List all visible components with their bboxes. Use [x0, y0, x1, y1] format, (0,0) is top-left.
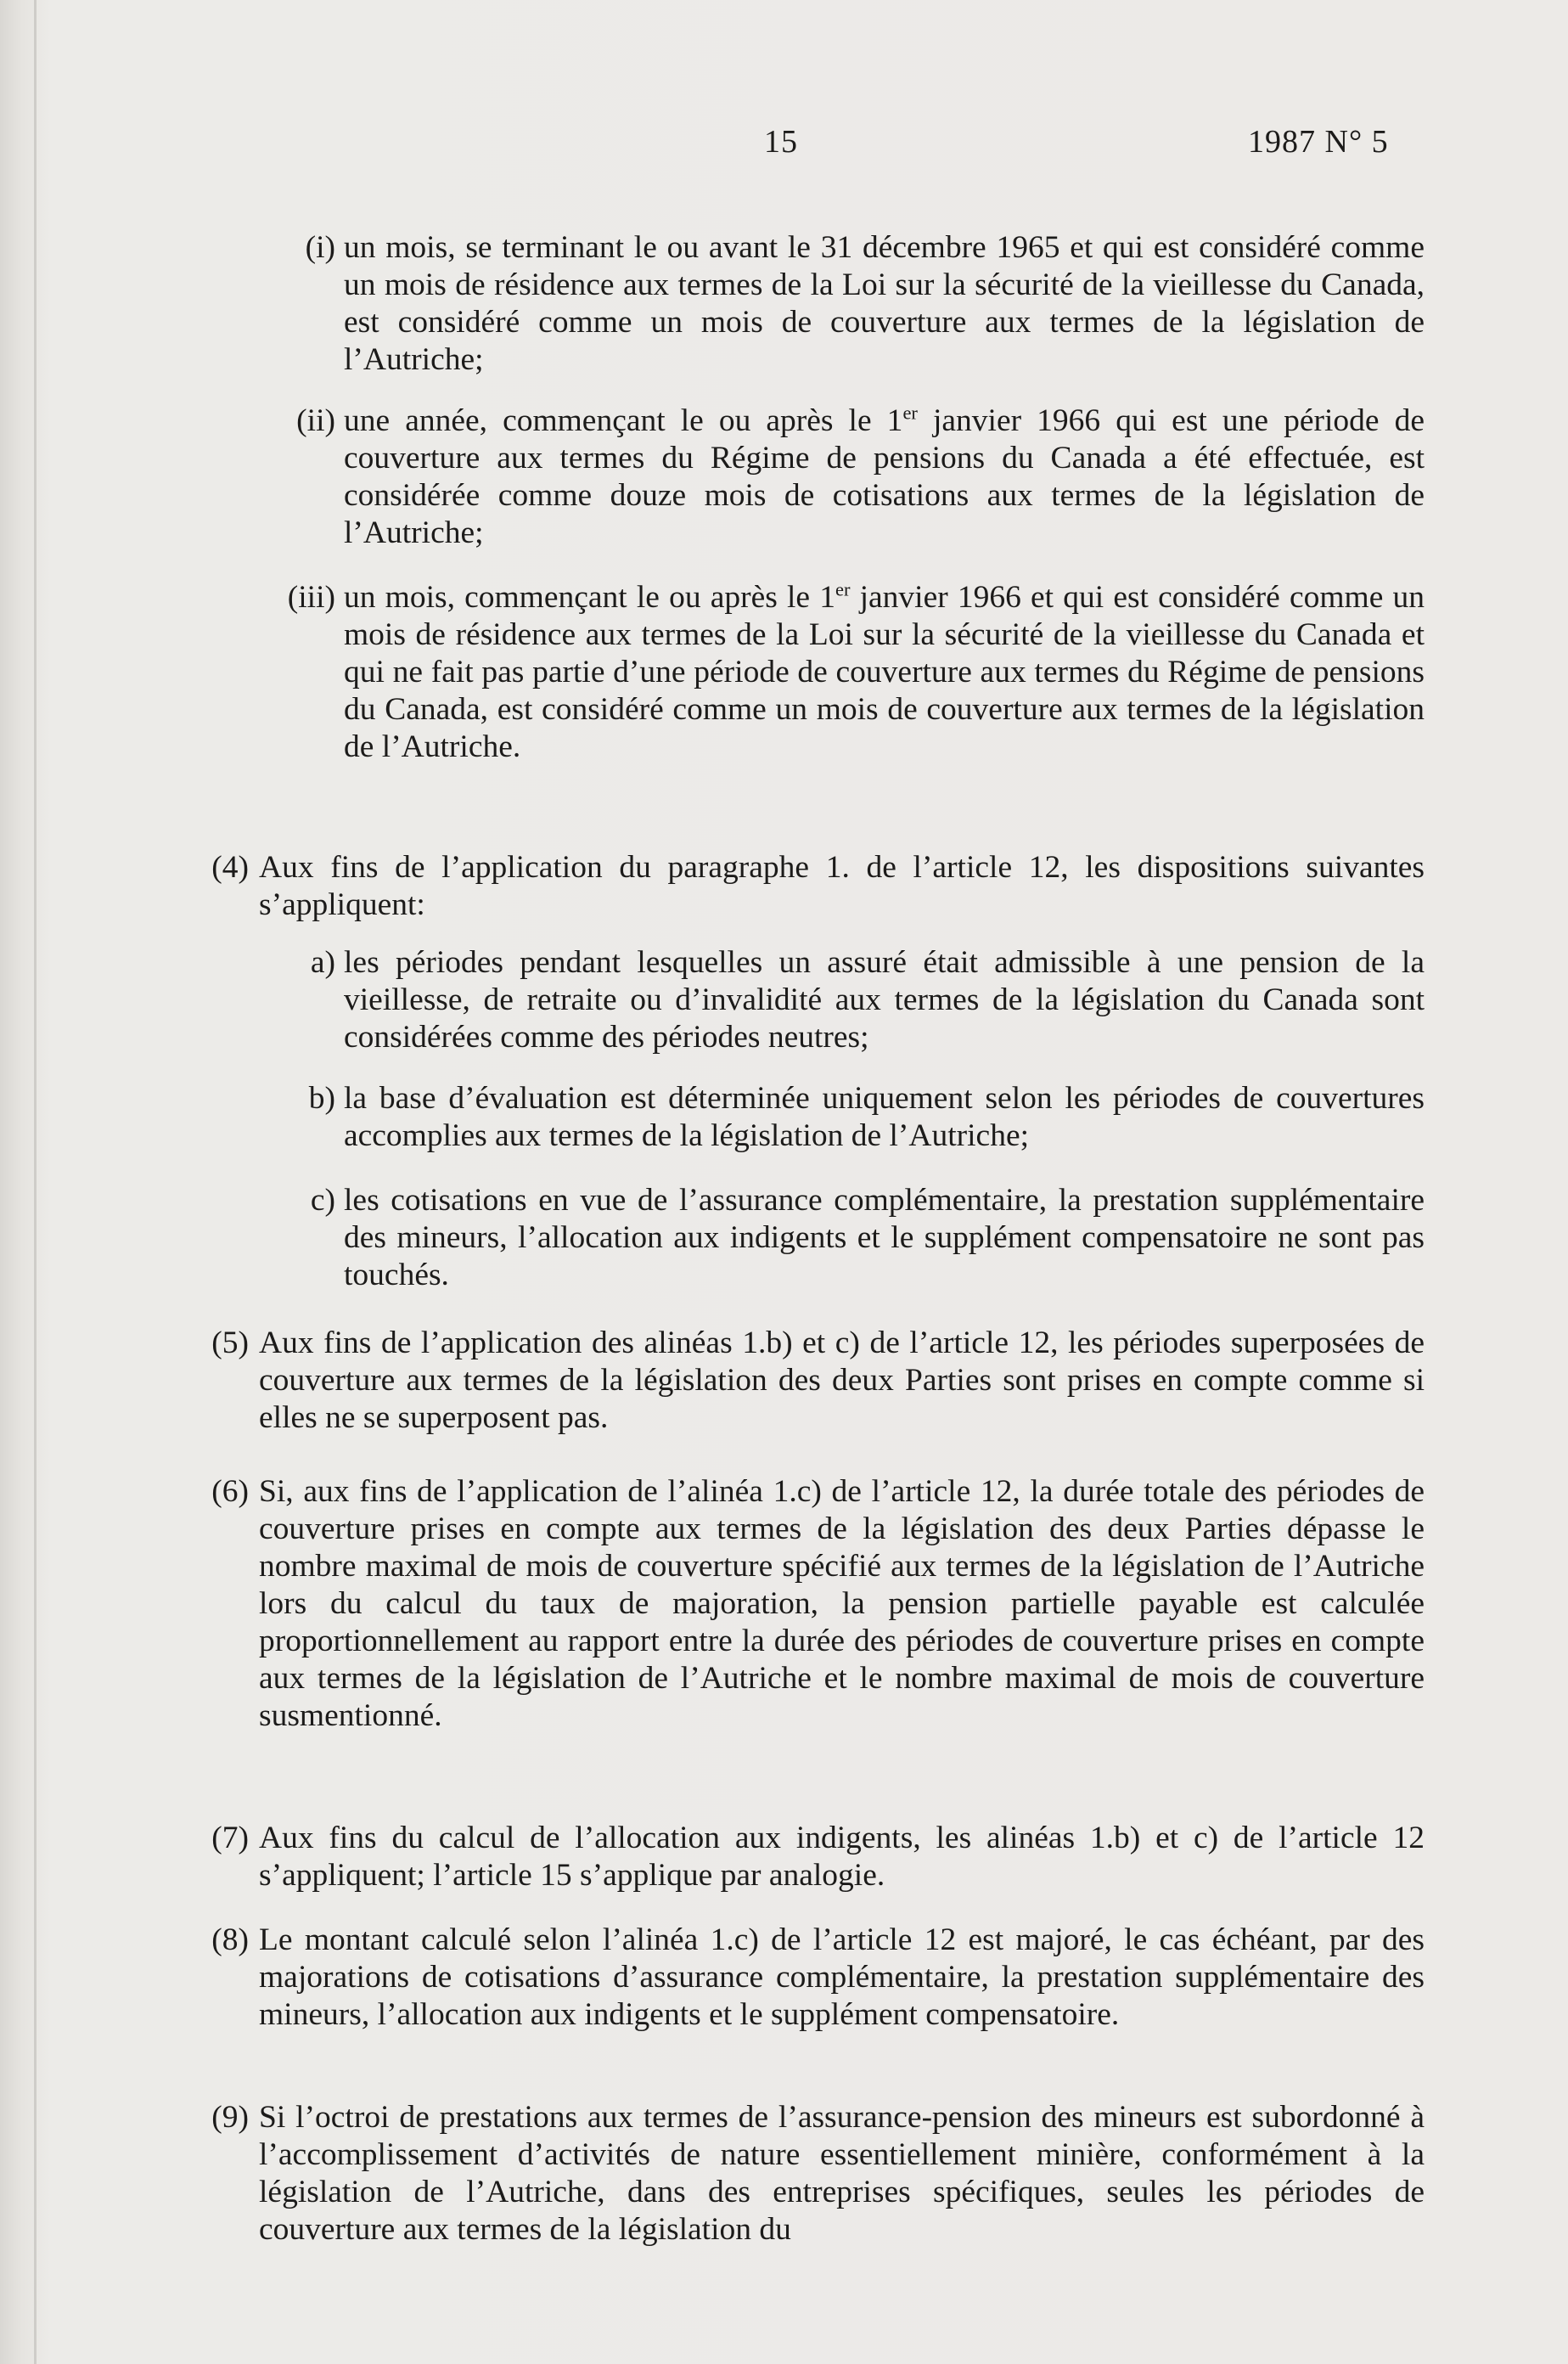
paragraph-label: (4) — [211, 850, 249, 885]
paragraph-4 — [211, 849, 1425, 924]
page-number: 15 — [764, 124, 798, 160]
sub-item-text: un mois, se terminant le ou avant le 31 décembre 1965 et qui est considéré comme un mois de résidence aux termes de la Loi sur la sécurité de la vieillesse du Canada, est considéré comme un mois de couverture aux termes de la législation de l’Autriche; — [344, 230, 1425, 377]
sub-item-iii — [287, 578, 1425, 766]
paragraph-text: Si, aux fins de l’application de l’alinéa 1.c) de l’article 12, la durée totale des périodes de couverture prises en compte aux termes de la législation des deux Parties dépasse le nombre maximal de mois de couverture spécifié aux termes de la législation de l’Autriche lors du calcul du taux de majoration, la pension partielle payable est calculée proportionnellement au rapport entre la durée des périodes de couverture prises en compte aux termes de la législation de l’Autriche et le nombre maximal de mois de couverture susmentionné. — [259, 1474, 1425, 1733]
sub-item-text: un mois, commençant le ou après le 1er janvier 1966 et qui est considéré comme un mois de résidence aux termes de la Loi sur la sécurité de la vieillesse du Canada et qui ne fait pas partie d’une période de couverture aux termes du Régime de pensions du Canada, est considéré comme un mois de couverture aux termes de la législation de l’Autriche. — [344, 578, 1425, 764]
paragraph-4-item-b — [308, 1080, 1425, 1155]
item-text: la base d’évaluation est déterminée uniquement selon les périodes de couvertures accomplies aux termes de la législation de l’Autriche; — [344, 1081, 1425, 1153]
item-label: c) — [310, 1183, 335, 1218]
item-label: b) — [308, 1081, 335, 1116]
document-reference: 1987 N° 5 — [1248, 124, 1389, 160]
paragraph-4-item-c — [310, 1182, 1425, 1294]
sub-item-i — [305, 229, 1425, 379]
paragraph-label: (8) — [211, 1922, 249, 1957]
paragraph-text: Aux fins de l’application des alinéas 1.b) et c) de l’article 12, les périodes superposées de couverture aux termes de la législation des deux Parties sont prises en compte comme si elles ne se superposent pas. — [259, 1326, 1425, 1435]
paragraph-text: Si l’octroi de prestations aux termes de l’assurance-pension des mineurs est subordonné à l’accomplissement d’activités de nature essentiellement minière, conformément à la législation de l’Autriche, dans des entreprises spécifiques, seules les périodes de couverture aux termes de la législation du — [259, 2100, 1425, 2247]
superscript-er: er — [835, 578, 851, 600]
item-label: a) — [310, 945, 335, 980]
paragraph-6 — [211, 1473, 1425, 1735]
paragraph-4-item-a — [310, 944, 1425, 1056]
sub-item-label: (i) — [305, 230, 335, 265]
item-text: les cotisations en vue de l’assurance complémentaire, la prestation supplémentaire des mineurs, l’allocation aux indigents et le supplément compensatoire ne sont pas touchés. — [344, 1183, 1425, 1292]
paragraph-text: Aux fins du calcul de l’allocation aux indigents, les alinéas 1.b) et c) de l’article 12 s’appliquent; l’article 15 s’applique par analogie. — [259, 1821, 1425, 1893]
superscript-er: er — [902, 402, 918, 424]
paragraph-label: (5) — [211, 1326, 249, 1360]
sub-item-ii — [296, 402, 1425, 552]
paragraph-intro: Aux fins de l’application du paragraphe 1. de l’article 12, les dispositions suivantes s’appliquent: — [259, 850, 1425, 922]
paragraph-label: (6) — [211, 1474, 249, 1509]
sub-item-label: (iii) — [287, 580, 335, 615]
paragraph-label: (9) — [211, 2100, 249, 2135]
paragraph-7 — [211, 1820, 1425, 1894]
paragraph-9 — [211, 2099, 1425, 2249]
sub-item-label: (ii) — [296, 403, 335, 438]
item-text: les périodes pendant lesquelles un assuré était admissible à une pension de la vieillesse, de retraite ou d’invalidité aux termes de la législation du Canada sont considérées comme des périodes neutres; — [344, 945, 1425, 1055]
paragraph-label: (7) — [211, 1821, 249, 1855]
sub-item-text: une année, commençant le ou après le 1er janvier 1966 qui est une période de couverture aux termes du Régime de pensions du Canada a été effectuée, est considérée comme douze mois de cotisations aux termes de la législation de l’Autriche; — [344, 402, 1425, 550]
paragraph-text: Le montant calculé selon l’alinéa 1.c) de l’article 12 est majoré, le cas échéant, par des majorations de cotisations d’assurance complémentaire, la prestation supplémentaire des mineurs, l’allocation aux indigents et le supplément compensatoire. — [259, 1922, 1425, 2032]
paragraph-5 — [211, 1325, 1425, 1437]
paragraph-8 — [211, 1922, 1425, 2034]
